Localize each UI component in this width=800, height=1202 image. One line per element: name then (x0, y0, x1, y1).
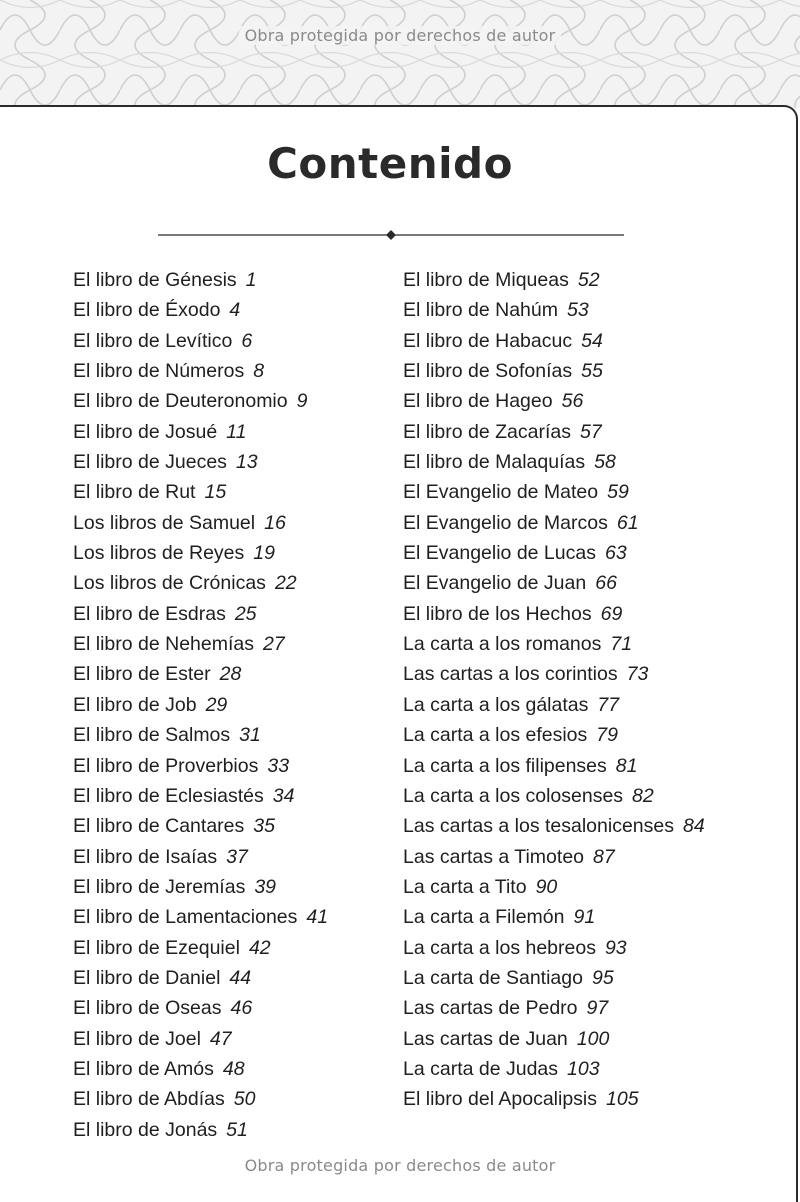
toc-entry (73, 751, 328, 781)
toc-entry-page-number: 22 (274, 572, 297, 595)
toc-entry (403, 963, 705, 993)
toc-entry-page-number: 13 (235, 451, 258, 474)
toc-entry-title: El libro de Amós (73, 1057, 214, 1080)
toc-entry (403, 1054, 705, 1084)
toc-entry-page-number: 77 (597, 693, 620, 716)
toc-entry (73, 690, 328, 720)
toc-entry-page-number: 47 (209, 1027, 232, 1050)
toc-entry (403, 1084, 705, 1114)
toc-entry-title: La carta a los colosenses (403, 784, 624, 807)
toc-entry (73, 326, 328, 356)
toc-entry-page-number: 27 (263, 633, 285, 656)
toc-entry (403, 508, 705, 538)
copyright-watermark-top-text: Obra protegida por derechos de autor (239, 26, 562, 45)
toc-entry (73, 872, 328, 902)
toc-entry-title: Las cartas a Timoteo (403, 845, 585, 868)
toc-entry-title: El libro de Levítico (73, 329, 233, 352)
toc-entry-title: El libro de Malaquías (403, 451, 586, 474)
toc-entry (73, 811, 328, 841)
toc-entry-page-number: 59 (607, 481, 629, 504)
toc-entry-title: El Evangelio de Lucas (403, 542, 596, 565)
toc-entry-page-number: 63 (604, 542, 627, 565)
toc-entry-page-number: 97 (586, 997, 609, 1020)
toc-entry-page-number: 66 (595, 572, 617, 595)
toc-entry-page-number: 103 (567, 1057, 600, 1080)
toc-entry (73, 295, 328, 325)
toc-entry-page-number: 90 (535, 875, 558, 898)
toc-entry-page-number: 1 (245, 269, 257, 291)
toc-entry-page-number: 54 (581, 329, 603, 352)
toc-entry (403, 751, 705, 781)
toc-entry-page-number: 29 (205, 693, 228, 716)
book-page (0, 105, 798, 1202)
title-divider (158, 229, 624, 241)
toc-entry (73, 538, 328, 568)
toc-entry (73, 447, 328, 477)
toc-entry (403, 1024, 705, 1054)
toc-entry-page-number: 8 (253, 360, 265, 383)
toc-entry (73, 1084, 328, 1114)
toc-entry-title: El libro de Génesis (73, 269, 237, 291)
toc-entry (403, 811, 705, 841)
toc-entry (73, 629, 328, 659)
toc-entry-page-number: 84 (682, 815, 705, 838)
toc-entry-title: El libro de Joel (73, 1027, 201, 1050)
toc-entry-page-number: 87 (593, 845, 615, 868)
toc-entry (403, 842, 705, 872)
toc-entry-title: La carta a los romanos (403, 633, 602, 656)
toc-entry-page-number: 105 (606, 1088, 639, 1111)
toc-entry (403, 690, 705, 720)
toc-entry (403, 265, 705, 295)
toc-entry-title: El libro de Jonás (73, 1118, 218, 1141)
toc-entry-page-number: 56 (561, 390, 584, 413)
toc-entry-title: El libro de Zacarías (403, 420, 571, 443)
toc-entry-page-number: 57 (580, 420, 602, 443)
toc-entry (403, 902, 705, 932)
toc-entry (403, 326, 705, 356)
toc-entry-page-number: 44 (229, 966, 252, 989)
toc-entry (73, 781, 328, 811)
toc-entry (403, 356, 705, 386)
toc-entry (73, 720, 328, 750)
toc-entry-page-number: 55 (581, 360, 603, 383)
toc-entry (403, 447, 705, 477)
toc-entry (403, 599, 705, 629)
toc-entry-page-number: 41 (306, 906, 329, 929)
toc-entry-page-number: 100 (576, 1027, 610, 1050)
toc-entry-title: El libro de Ester (73, 663, 211, 686)
toc-entry-title: El libro de Esdras (73, 602, 226, 625)
toc-entry-title: El libro de Jeremías (73, 875, 246, 898)
toc-entry-page-number: 16 (264, 511, 286, 534)
toc-entry-page-number: 9 (296, 390, 308, 413)
toc-entry-page-number: 4 (229, 299, 241, 322)
toc-entry-title: El libro del Apocalipsis (403, 1088, 598, 1111)
toc-entry (73, 842, 328, 872)
toc-entry-title: El libro de Sofonías (403, 360, 573, 383)
toc-entry-title: Los libros de Samuel (73, 511, 256, 534)
toc-entry-title: El libro de Miqueas (403, 269, 569, 291)
toc-right-column (403, 265, 705, 1115)
toc-entry-page-number: 50 (233, 1088, 256, 1111)
toc-entry (403, 629, 705, 659)
toc-entry-page-number: 69 (600, 602, 623, 625)
toc-entry-title: La carta a los efesios (403, 724, 588, 747)
toc-entry (403, 538, 705, 568)
toc-entry-title: El libro de Ezequiel (73, 936, 240, 959)
toc-entry-page-number: 19 (253, 542, 275, 565)
toc-entry-title: El libro de Eclesiastés (73, 784, 264, 807)
toc-entry-title: El libro de Cantares (73, 815, 245, 838)
toc-entry (403, 477, 705, 507)
toc-entry-title: El libro de Proverbios (73, 754, 259, 777)
toc-entry (403, 417, 705, 447)
toc-entry (403, 933, 705, 963)
toc-entry-title: El libro de Habacuc (403, 329, 573, 352)
toc-entry-title: Los libros de Crónicas (73, 572, 266, 595)
toc-entry (73, 1024, 328, 1054)
toc-entry-page-number: 6 (241, 329, 253, 352)
toc-entry-page-number: 33 (267, 754, 290, 777)
toc-entry-title: El libro de Job (73, 693, 197, 716)
toc-entry (73, 1054, 328, 1084)
decorative-pattern-band (0, 0, 800, 108)
copyright-watermark-bottom: Obra protegida por derechos de autor (244, 1156, 556, 1175)
toc-entry-title: La carta a Filemón (403, 906, 565, 929)
toc-entry-page-number: 31 (239, 724, 261, 747)
toc-entry-title: El Evangelio de Marcos (403, 511, 608, 534)
toc-entry-page-number: 58 (594, 451, 616, 474)
toc-entry-title: El libro de Rut (73, 481, 196, 504)
toc-entry-page-number: 53 (567, 299, 589, 322)
toc-entry-page-number: 61 (616, 511, 639, 534)
toc-entry-page-number: 39 (254, 875, 277, 898)
toc-entry-title: El libro de Abdías (73, 1088, 225, 1111)
toc-entry-title: El libro de los Hechos (403, 602, 592, 625)
toc-entry-title: El libro de Salmos (73, 724, 231, 747)
toc-entry-page-number: 81 (615, 754, 638, 777)
toc-entry-page-number: 42 (248, 936, 271, 959)
toc-entry-title: La carta a los gálatas (403, 693, 589, 716)
toc-entry-title: El libro de Nehemías (73, 633, 255, 656)
toc-left-column (73, 265, 328, 1145)
toc-entry (73, 599, 328, 629)
toc-entry (73, 993, 328, 1023)
toc-entry-page-number: 28 (219, 663, 242, 686)
toc-entry-page-number: 91 (573, 906, 596, 929)
toc-entry-page-number: 34 (272, 784, 295, 807)
toc-entry-page-number: 35 (253, 815, 275, 838)
toc-entry (73, 568, 328, 598)
toc-entry-page-number: 93 (604, 936, 627, 959)
toc-entry-page-number: 51 (226, 1118, 248, 1141)
toc-entry-title: Los libros de Reyes (73, 542, 245, 565)
toc-entry (73, 508, 328, 538)
copyright-watermark-top (0, 26, 800, 45)
toc-entry (73, 356, 328, 386)
toc-entry-title: Las cartas de Pedro (403, 997, 578, 1020)
toc-entry (73, 1115, 328, 1145)
toc-entry-title: La carta de Santiago (403, 966, 583, 989)
toc-entry-page-number: 73 (626, 663, 649, 686)
toc-entry (403, 781, 705, 811)
toc-entry-title: El libro de Nahúm (403, 299, 558, 322)
toc-entry-page-number: 48 (222, 1057, 245, 1080)
toc-entry-page-number: 82 (632, 784, 654, 807)
toc-entry-page-number: 37 (226, 845, 248, 868)
geometric-pattern-icon (0, 0, 800, 108)
toc-entry-page-number: 15 (204, 481, 227, 504)
toc-entry-title: La carta a Tito (403, 875, 527, 898)
toc-entry-title: El libro de Números (73, 360, 245, 383)
toc-entry-title: Las cartas a los tesalonicenses (403, 815, 674, 838)
toc-entry-page-number: 52 (577, 269, 600, 291)
toc-entry (73, 659, 328, 689)
toc-entry-title: La carta a los filipenses (403, 754, 607, 777)
toc-entry-title: El libro de Jueces (73, 451, 227, 474)
toc-entry (403, 720, 705, 750)
toc-entry (73, 933, 328, 963)
toc-entry (403, 386, 705, 416)
toc-entry (403, 568, 705, 598)
diamond-icon (386, 230, 396, 240)
toc-entry (73, 963, 328, 993)
page-title: Contenido (267, 139, 513, 188)
toc-entry-title: El libro de Hageo (403, 390, 553, 413)
toc-entry-title: El libro de Oseas (73, 997, 222, 1020)
toc-entry (73, 386, 328, 416)
toc-entry-page-number: 79 (596, 724, 618, 747)
toc-entry (73, 477, 328, 507)
toc-entry-title: El Evangelio de Mateo (403, 481, 599, 504)
toc-entry-page-number: 25 (234, 602, 257, 625)
toc-entry-page-number: 95 (591, 966, 614, 989)
toc-entry (73, 265, 328, 295)
toc-entry-title: El libro de Isaías (73, 845, 218, 868)
toc-entry-title: Las cartas a los corintios (403, 663, 618, 686)
toc-entry-title: El Evangelio de Juan (403, 572, 587, 595)
toc-entry-title: El libro de Daniel (73, 966, 221, 989)
toc-entry (403, 659, 705, 689)
toc-entry-title: El libro de Lamentaciones (73, 906, 298, 929)
toc-entry-page-number: 11 (226, 420, 247, 443)
toc-entry-title: El libro de Éxodo (73, 299, 221, 322)
toc-entry-title: Las cartas de Juan (403, 1027, 568, 1050)
toc-entry-title: El libro de Deuteronomio (73, 390, 288, 413)
toc-entry-title: La carta a los hebreos (403, 936, 596, 959)
toc-entry-title: El libro de Josué (73, 420, 218, 443)
toc-entry (403, 993, 705, 1023)
toc-entry (73, 902, 328, 932)
toc-entry (403, 872, 705, 902)
toc-entry-page-number: 71 (610, 633, 633, 656)
toc-entry-title: La carta de Judas (403, 1057, 559, 1080)
toc-entry (403, 295, 705, 325)
toc-entry-page-number: 46 (230, 997, 253, 1020)
toc-entry (73, 417, 328, 447)
